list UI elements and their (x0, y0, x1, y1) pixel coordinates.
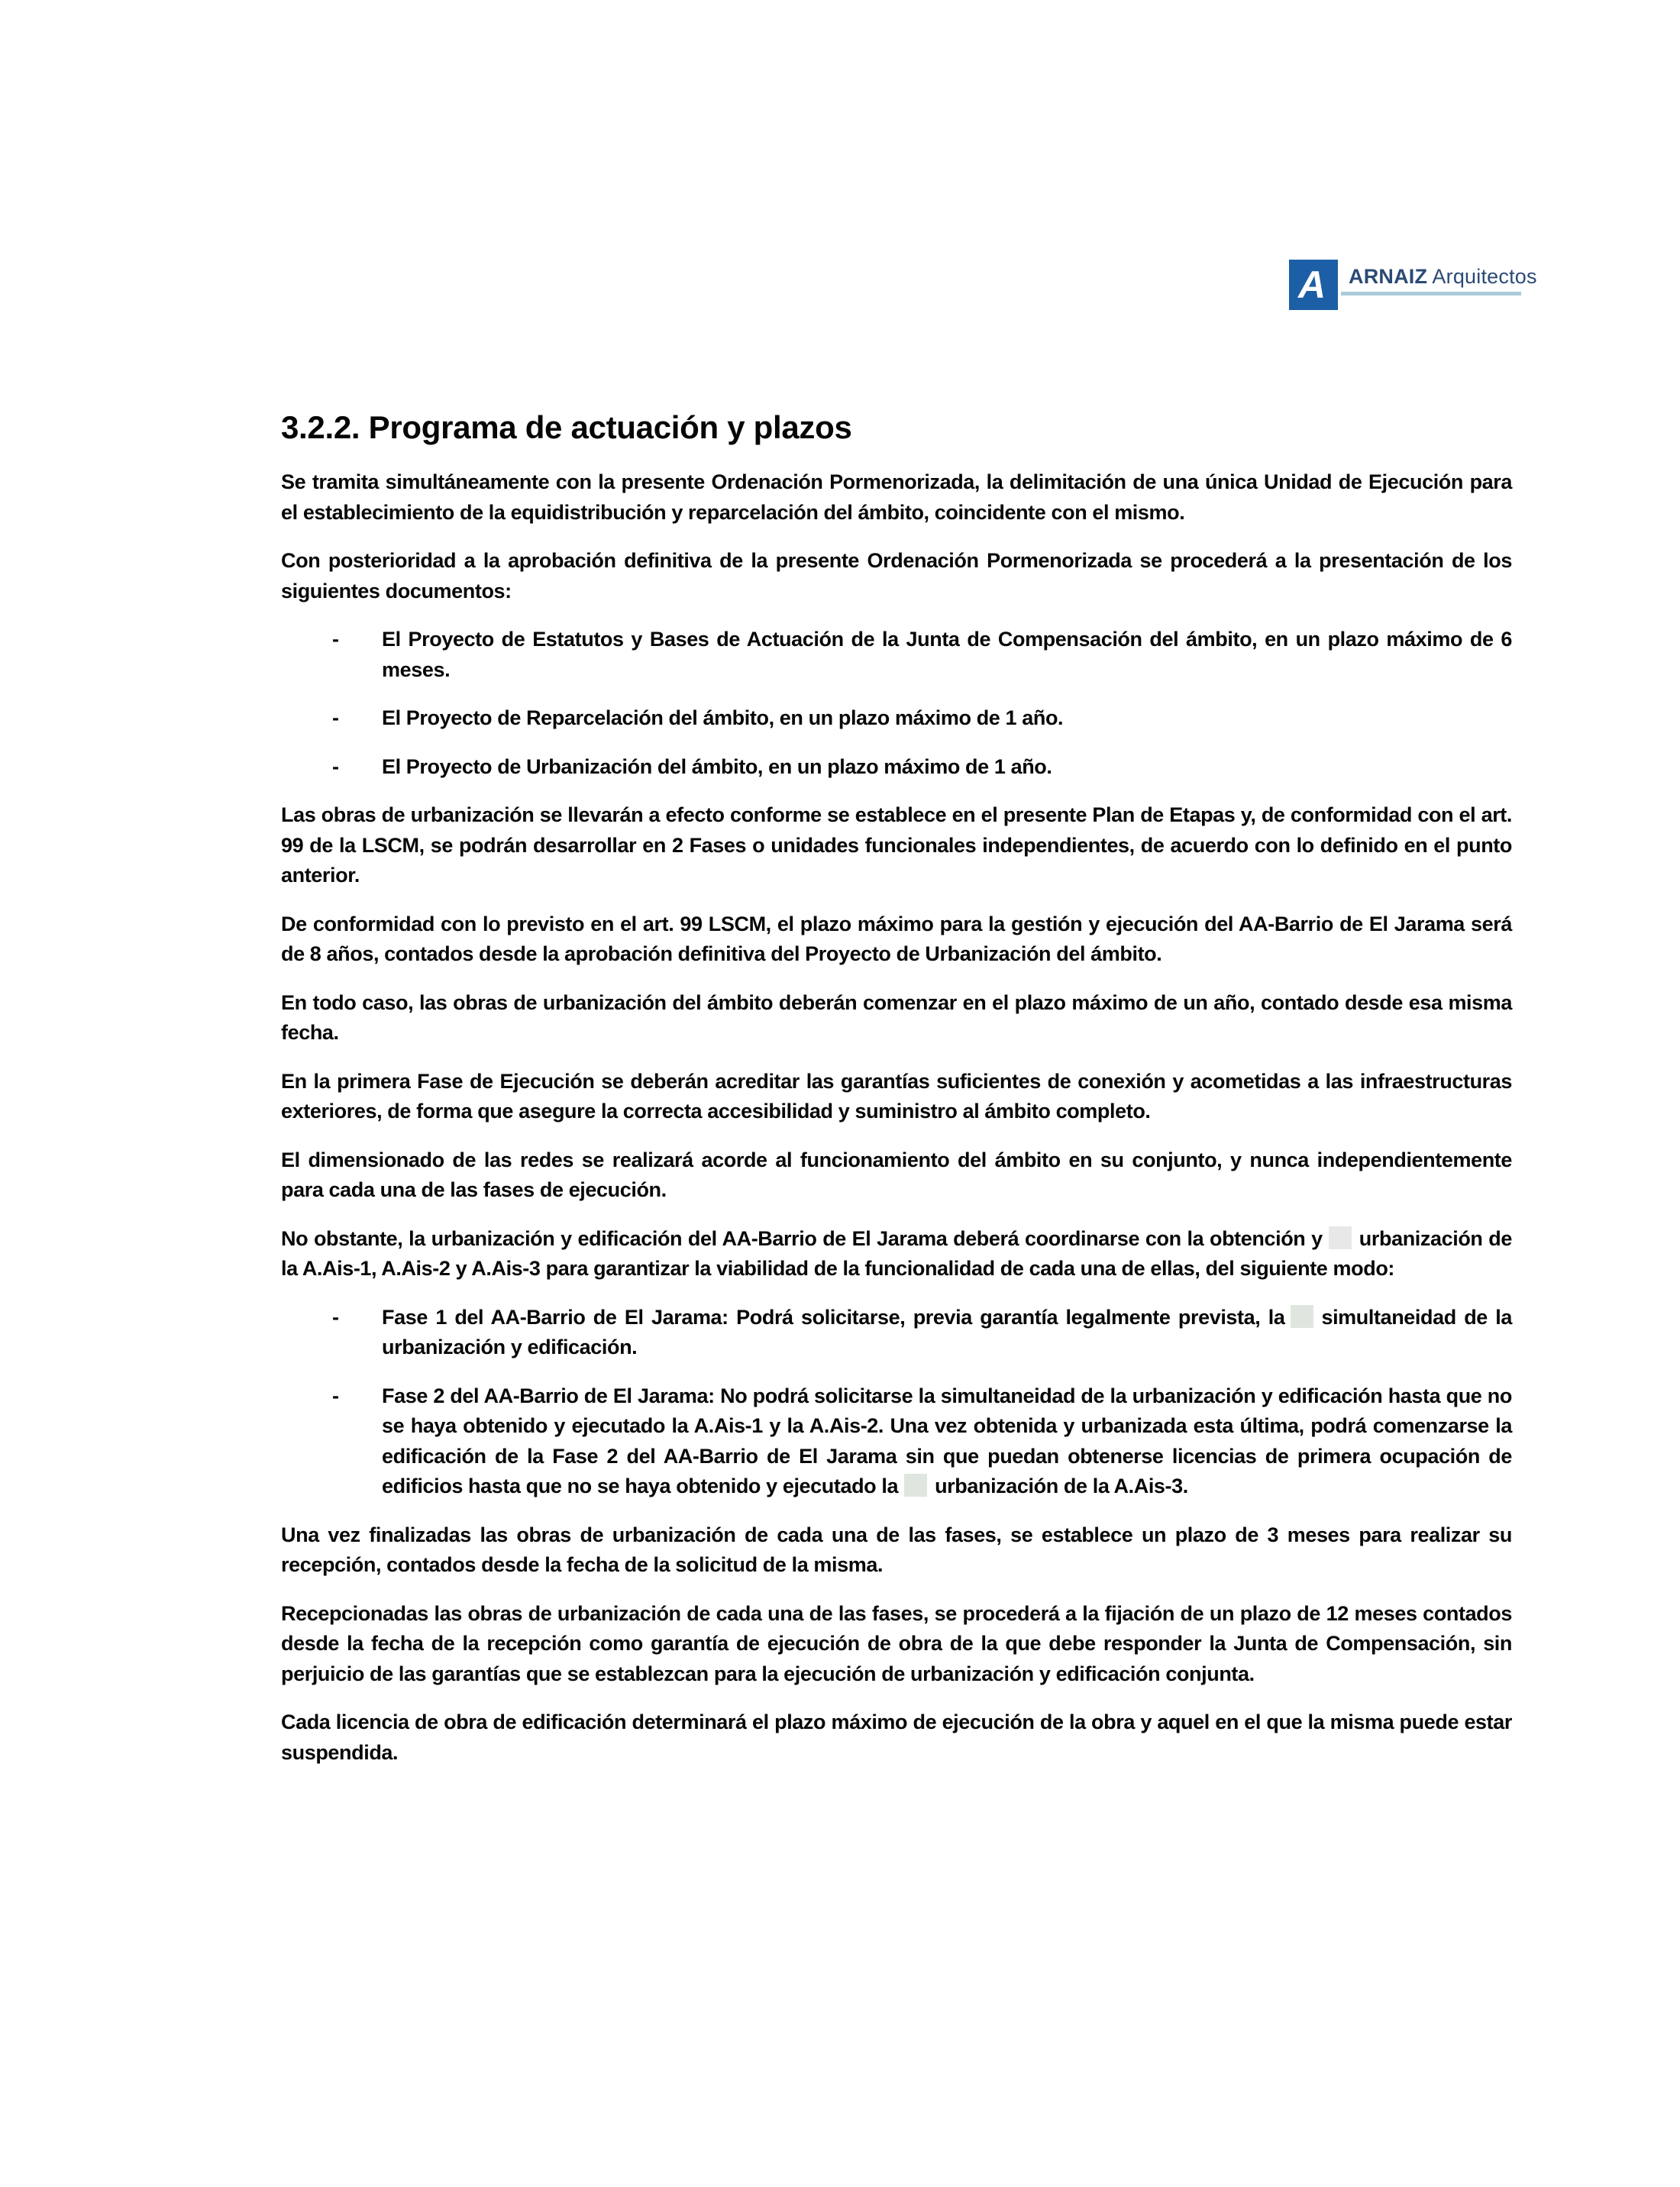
logo-underline (1341, 292, 1521, 296)
list-item-reparcelacion (281, 703, 1512, 734)
paragraph-7: El dimensionado de las redes se realizará acorde al funcionamiento del ámbito en su conjunto, y nunca independientemente para cada una de las fases de ejecución. (281, 1148, 1512, 1201)
list-item-estatutos (281, 625, 1512, 685)
logo-glyph: A (1297, 263, 1326, 306)
bullet-dash: - (332, 754, 339, 778)
bullet-dash: - (332, 706, 339, 729)
logo-brand-text: ARNAIZ (1349, 265, 1428, 288)
paragraph-1: Se tramita simultáneamente con la presente Ordenación Pormenorizada, la delimitación de una única Unidad de Ejecución para el establecimiento de la equidistribución y reparcelación del ámbito, coincidente con el mismo. (281, 470, 1512, 524)
paragraph-4: De conformidad con lo previsto en el art. 99 LSCM, el plazo máximo para la gestión y ejecución del AA-Barrio de El Jarama será de 8 años, contados desde la aprobación definitiva del Proyecto de Urbanización del ámbito. (281, 912, 1512, 965)
bullet-dash: - (332, 1305, 339, 1329)
list-item-urbanizacion (281, 752, 1512, 783)
paragraph-3: Las obras de urbanización se llevarán a efecto conforme se establece en el presente Plan de Etapas y, de conformidad con el art. 99 de la LSCM, se podrán desarrollar en 2 Fases o unidades funcionales independientes, de acuerdo con lo definido en el punto anterior. (281, 803, 1512, 887)
bullet-dash: - (332, 1384, 339, 1407)
fase-1-text-after: simultaneidad de la urbanización y edificación. (382, 1305, 1513, 1358)
redaction-highlight (1291, 1305, 1313, 1328)
paragraph-6: En la primera Fase de Ejecución se deberán acreditar las garantías suficientes de conexión y acometidas a las infraestructuras exteriores, de forma que asegure la correcta accesibilidad y suministro al ámbito completo. (281, 1069, 1512, 1123)
redaction-highlight (1329, 1226, 1352, 1249)
logo-mark-icon (1289, 260, 1338, 310)
paragraph-9: Una vez finalizadas las obras de urbanización de cada una de las fases, se establece un plazo de 3 meses para realizar su recepción, contados desde la fecha de la solicitud de la misma. (281, 1523, 1512, 1576)
paragraph-2: Con posterioridad a la aprobación definitiva de la presente Ordenación Pormenorizada se procederá a la presentación de los siguientes documentos: (281, 549, 1512, 602)
paragraph-10: Recepcionadas las obras de urbanización de cada una de las fases, se procederá a la fijación de un plazo de 12 meses contados desde la fecha de la recepción como garantía de ejecución de obra de la que debe responder la Junta de Compensación, sin perjuicio de las garantías que se establezcan para la ejecución de urbanización y edificación conjunta. (281, 1601, 1512, 1685)
paragraph-8 (281, 1224, 1512, 1284)
list-item-fase-2 (281, 1381, 1512, 1502)
list-item-text: El Proyecto de Estatutos y Bases de Actuación de la Junta de Compensación del ámbito, en un plazo máximo de 6 meses. (382, 628, 1512, 681)
paragraph-8-text-after: urbanización de la A.Ais-1, A.Ais-2 y A.Ais-3 para garantizar la viabilidad de la funcionalidad de cada una de ellas, del siguiente modo: (281, 1226, 1512, 1280)
paragraph-8-text-before: No obstante, la urbanización y edificación del AA-Barrio de El Jarama deberá coordinarse con la obtención y (281, 1226, 1323, 1250)
paragraph-5: En todo caso, las obras de urbanización del ámbito deberán comenzar en el plazo máximo de un año, contado desde esa misma fecha. (281, 990, 1512, 1044)
fase-2-text-before: Fase 2 del AA-Barrio de El Jarama: No podrá solicitarse la simultaneidad de la urbanización y edificación hasta que no se haya obtenido y ejecutado la A.Ais-1 y la A.Ais-2. Una vez obtenida y urbanizada esta última, podrá comenzarse la edificación de la Fase 2 del AA-Barrio de El Jarama sin que puedan obtenerse licencias de primera ocupación de edificios hasta que no se haya obtenido y ejecutado la (382, 1384, 1512, 1497)
document-content (281, 409, 1512, 1786)
fase-2-text-after: urbanización de la A.Ais-3. (935, 1475, 1188, 1497)
redaction-highlight (904, 1474, 927, 1497)
logo-wordmark (1349, 265, 1537, 288)
bullet-dash: - (332, 628, 339, 651)
documents-list (281, 625, 1512, 782)
logo-suffix-text: Arquitectos (1432, 265, 1537, 288)
list-item-text: El Proyecto de Reparcelación del ámbito, en un plazo máximo de 1 año. (382, 706, 1064, 729)
section-heading: 3.2.2. Programa de actuación y plazos (281, 409, 852, 445)
fases-list (281, 1303, 1512, 1502)
paragraph-11: Cada licencia de obra de edificación determinará el plazo máximo de ejecución de la obra y aquel en el que la misma puede estar suspendida. (281, 1711, 1512, 1764)
list-item-fase-1 (281, 1303, 1512, 1363)
list-item-text: El Proyecto de Urbanización del ámbito, en un plazo máximo de 1 año. (382, 754, 1052, 778)
fase-1-text-before: Fase 1 del AA-Barrio de El Jarama: Podrá solicitarse, previa garantía legalmente prevista, la (382, 1305, 1285, 1329)
